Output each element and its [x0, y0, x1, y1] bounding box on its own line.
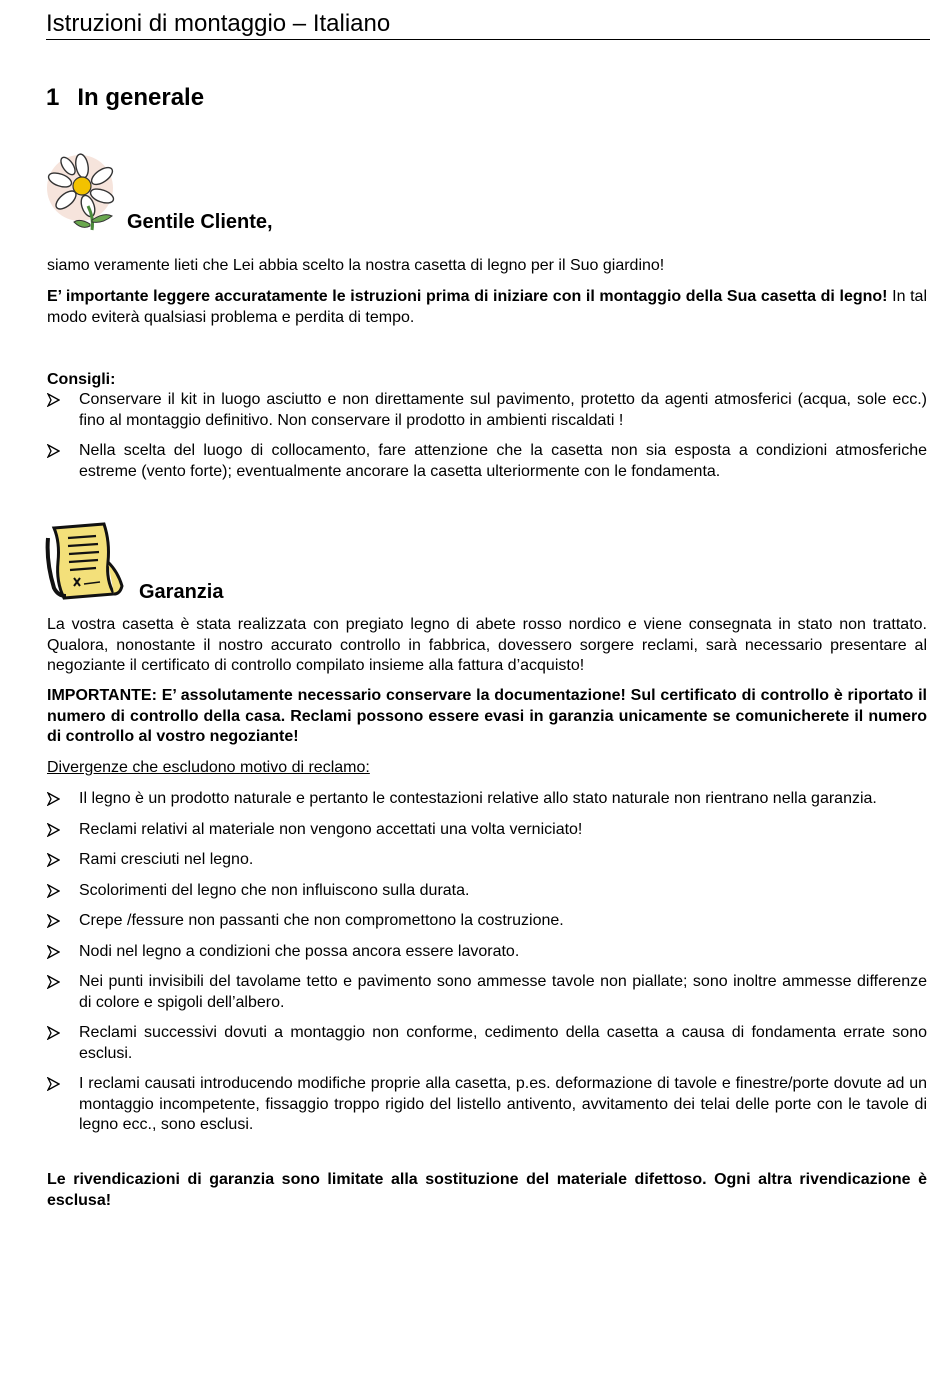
list-item	[47, 441, 927, 482]
arrow-bullet-icon	[47, 444, 60, 458]
list-item-text: Reclami successivi dovuti a montaggio non conforme, cedimento della casetta a causa di fondamenta errate sono esclusi.	[79, 1024, 927, 1062]
arrow-bullet-icon	[47, 975, 60, 989]
list-item	[47, 820, 927, 841]
intro-important-bold: E’ importante leggere accuratamente le istruzioni prima di iniziare con il montaggio della Sua casetta di legno!	[47, 288, 888, 305]
list-item-text: I reclami causati introducendo modifiche proprie alla casetta, p.es. deformazione di tavole e finestre/porte dovute ad un montaggio incompetente, fissaggio troppo rigido del listello antivento, avvitamento dei telai delle porte con le tavole di legno ecc., sono esclusi.	[79, 1075, 927, 1133]
list-item-text: Nodi nel legno a condizioni che possa ancora essere lavorato.	[79, 942, 520, 960]
arrow-bullet-icon	[47, 393, 60, 407]
list-item-text: Conservare il kit in luogo asciutto e non direttamente sul pavimento, protetto da agenti atmosferici (acqua, sole ecc.) fino al montaggio definitivo. Non conservare il prodotto in ambienti riscaldati !	[79, 391, 927, 429]
list-item	[47, 881, 927, 902]
document-scroll-icon	[44, 522, 126, 600]
garanzia-important: IMPORTANTE: E’ assolutamente necessario conservare la documentazione! Sul certificato di controllo è riportato il numero di controllo della casa. Reclami possono essere evasi in garanzia unicamente se comunicherete il numero di controllo al vostro negoziante!	[47, 687, 927, 745]
consigli-list	[47, 390, 927, 482]
list-item	[47, 1074, 927, 1136]
arrow-bullet-icon	[47, 823, 60, 837]
consigli-title: Consigli:	[47, 371, 116, 388]
list-item-text: Nei punti invisibili del tavolame tetto e pavimento sono ammesse tavole non piallate; sono inoltre ammesse differenze di colore e spigoli dell’albero.	[79, 973, 927, 1011]
intro-important-rest: In tal modo eviterà qualsiasi problema e perdita di tempo.	[47, 288, 928, 326]
arrow-bullet-icon	[47, 884, 60, 898]
list-item-text: Il legno è un prodotto naturale e pertanto le contestazioni relative allo stato naturale non rientrano nella garanzia.	[79, 790, 877, 807]
divergenze-list	[47, 789, 927, 1146]
flower-icon	[44, 152, 120, 232]
arrow-bullet-icon	[47, 1077, 60, 1091]
divergenze-title: Divergenze che escludono motivo di reclamo:	[47, 759, 370, 776]
list-item	[47, 390, 927, 431]
list-item	[47, 911, 927, 932]
arrow-bullet-icon	[47, 945, 60, 959]
intro-important	[47, 287, 927, 328]
section-title: In generale	[77, 84, 205, 111]
list-item	[47, 1023, 927, 1064]
list-item-text: Crepe /fessure non passanti che non compromettono la costruzione.	[79, 912, 564, 929]
list-item-text: Scolorimenti del legno che non influiscono sulla durata.	[79, 881, 470, 899]
garanzia-final: Le rivendicazioni di garanzia sono limitate alla sostituzione del materiale difettoso. Ogni altra rivendicazione è esclusa!	[47, 1171, 927, 1209]
list-item-text: Nella scelta del luogo di collocamento, fare attenzione che la casetta non sia esposta a condizioni atmosferiche estreme (vento forte); eventualmente ancorare la casetta ulteriormente con le fondamenta.	[79, 442, 927, 480]
list-item-text: Rami cresciuti nel legno.	[79, 851, 254, 868]
list-item	[47, 789, 927, 810]
list-item-text: Reclami relativi al materiale non vengono accettati una volta verniciato!	[79, 820, 583, 838]
section-number: 1	[46, 84, 60, 111]
arrow-bullet-icon	[47, 792, 60, 806]
section-heading	[46, 84, 204, 112]
arrow-bullet-icon	[47, 1026, 60, 1040]
greeting: Gentile Cliente,	[127, 211, 273, 233]
intro-line: siamo veramente lieti che Lei abbia scelto la nostra casetta di legno per il Suo giardino!	[47, 257, 665, 274]
garanzia-title: Garanzia	[139, 581, 224, 603]
garanzia-paragraph: La vostra casetta è stata realizzata con pregiato legno di abete rosso nordico e viene consegnata in stato non trattato. Qualora, nonostante il nostro accurato controllo in fabbrica, dovessero sorgere reclami, sarà necessario presentare al negoziante il certificato di controllo compilato insieme alla fattura d’acquisto!	[47, 616, 927, 674]
list-item	[47, 972, 927, 1013]
document-header	[46, 8, 930, 40]
arrow-bullet-icon	[47, 914, 60, 928]
header-title: Istruzioni di montaggio – Italiano	[46, 10, 391, 37]
arrow-bullet-icon	[47, 853, 60, 867]
list-item	[47, 850, 927, 871]
list-item	[47, 942, 927, 963]
